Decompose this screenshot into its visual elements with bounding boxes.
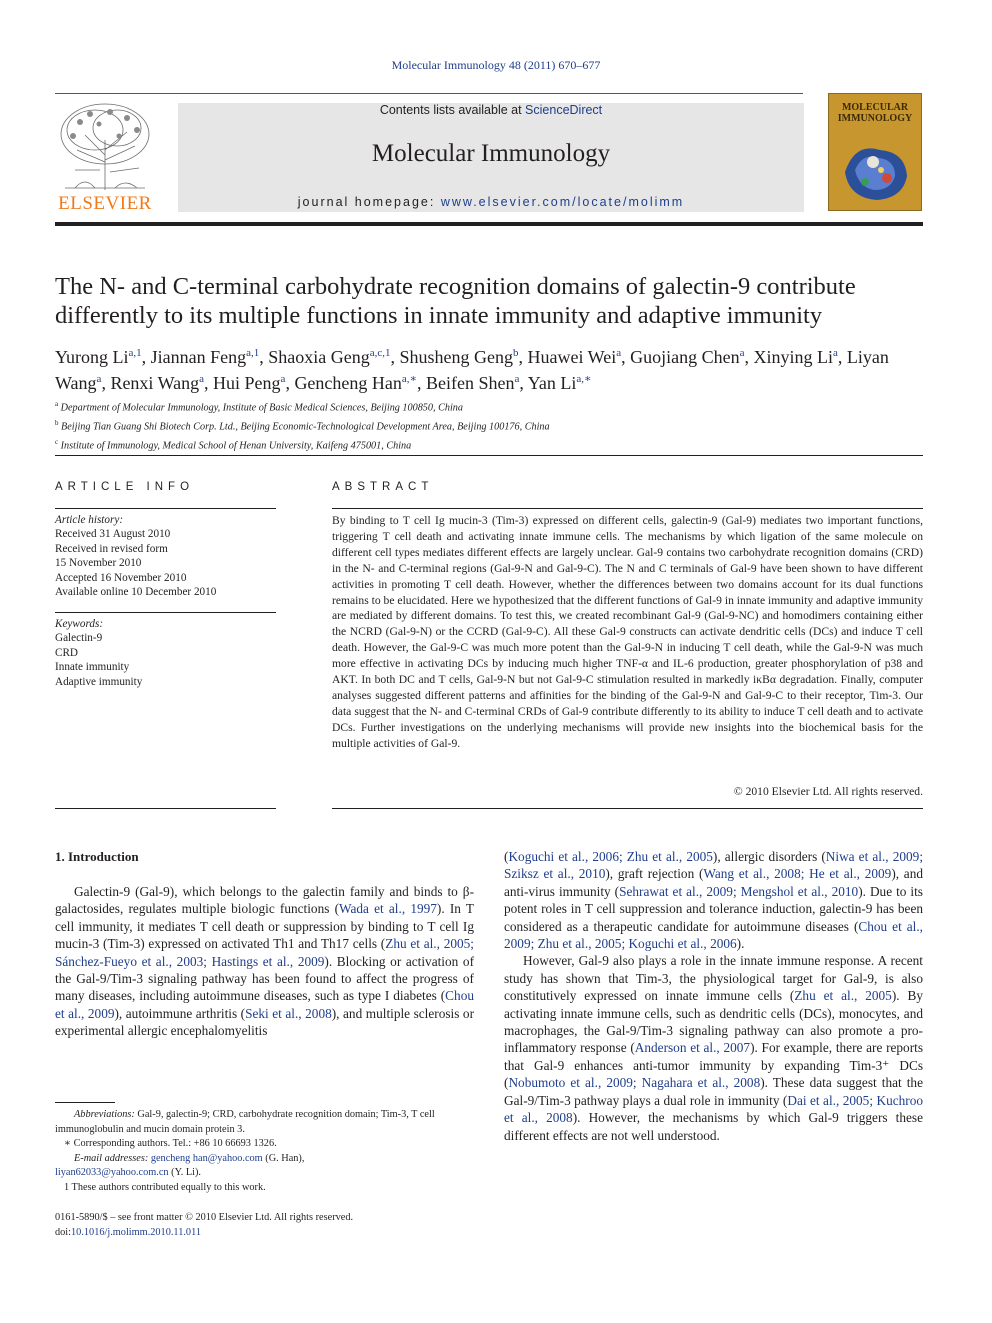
cover-title: MOLECULAR IMMUNOLOGY bbox=[837, 102, 913, 124]
footnotes bbox=[55, 1108, 475, 1196]
citation-link[interactable]: Chou et al., 2009; Zhu et al., 2005; Koguchi et al., 2006 bbox=[504, 918, 923, 952]
footnote-emails bbox=[55, 1152, 475, 1167]
author-name: Liyan Wang bbox=[55, 347, 889, 393]
body-text: ), allergic disorders ( bbox=[712, 849, 826, 864]
body-text: However, Gal-9 also plays a role in the innate immune response. A recent study has shown that Tim-3, the physiological target for Gal-9, is also constitutively expressed on innate immune cells ( bbox=[504, 953, 923, 1004]
body-text: ). However, the mechanisms by which Gal-9 triggers these different effects are not well understood. bbox=[504, 1110, 923, 1143]
abstract-copyright: © 2010 Elsevier Ltd. All rights reserved. bbox=[733, 785, 923, 798]
journal-cover[interactable] bbox=[828, 93, 922, 211]
cover-art-icon bbox=[835, 132, 915, 206]
intro-column-left bbox=[55, 883, 474, 1040]
email-link[interactable]: gencheng han@yahoo.com bbox=[150, 1152, 263, 1164]
author-name: Guojiang Chen bbox=[630, 347, 740, 367]
paper-title: The N- and C-terminal carbohydrate recognition domains of galectin-9 contribute differently to its multiple functions in innate immunity and adaptive immunity bbox=[55, 273, 856, 329]
citation-link[interactable]: Anderson et al., 2007 bbox=[634, 1040, 751, 1056]
issn-line: 0161-5890/$ – see front matter © 2010 Elsevier Ltd. All rights reserved. bbox=[55, 1212, 354, 1223]
body-text: ). Blocking or activation of the Gal-9/Tim-3 signaling pathway has been found to affect the progress of many diseases, including autoimmune diseases, such as type I diabetes ( bbox=[55, 953, 474, 1004]
body-text: ). These data suggest that the Gal-9/Tim-3 pathway plays a dual role in immunity ( bbox=[504, 1075, 923, 1108]
author-affiliation-marker[interactable]: a,c,1 bbox=[369, 347, 391, 359]
author-name: Gencheng Han bbox=[294, 373, 402, 393]
abbreviations-label: Abbreviations: bbox=[74, 1109, 135, 1120]
history-revised-date: 15 November 2010 bbox=[55, 557, 142, 570]
homepage-prefix: journal homepage: bbox=[297, 195, 441, 209]
abbreviations-text: Gal-9, galectin-9; CRD, carbohydrate recognition domain; Tim-3, T cell immunoglobulin and mucin domain protein 3. bbox=[55, 1109, 435, 1135]
body-text: ). For example, there are reports that Gal-9 enhances anti-tumor immunity by expanding Tim-3⁺ DCs ( bbox=[504, 1040, 923, 1091]
affiliation-a: $^a$ Department of Molecular Immunology, Institute of Basic Medical Sciences, Beijing 100850, China bbox=[55, 400, 463, 414]
elsevier-logo[interactable] bbox=[55, 100, 155, 215]
citation-link[interactable]: Chou et al., 2009 bbox=[55, 988, 474, 1021]
front-matter bbox=[55, 1211, 475, 1240]
author-name: Renxi Wang bbox=[110, 373, 200, 393]
author-name: Shaoxia Geng bbox=[268, 347, 370, 367]
intro-column-right bbox=[504, 848, 923, 1144]
abstract-heading: ABSTRACT bbox=[332, 481, 434, 493]
author-name: Huawei Wei bbox=[527, 347, 617, 367]
author-affiliation-marker[interactable]: a,1 bbox=[246, 347, 260, 359]
body-text: ), and anti-virus immunity ( bbox=[504, 866, 924, 899]
body-text: ), and multiple sclerosis or experimental allergic encephalomyelitis bbox=[55, 1005, 474, 1039]
author-affiliation-marker[interactable]: b bbox=[513, 347, 519, 359]
citation-link[interactable]: Wang et al., 2008; He et al., 2009 bbox=[703, 866, 892, 882]
author-name: Yurong Li bbox=[55, 347, 129, 367]
divider bbox=[55, 508, 276, 509]
author-name: Shusheng Geng bbox=[399, 347, 514, 367]
header-top-rule bbox=[55, 93, 803, 94]
divider bbox=[55, 455, 923, 456]
email-link[interactable]: liyan62033@yahoo.com.cn bbox=[55, 1167, 169, 1179]
journal-title: Molecular Immunology bbox=[371, 140, 611, 167]
author-affiliation-marker[interactable]: a bbox=[96, 373, 102, 385]
footnote-equal-contribution: 1 These authors contributed equally to this work. bbox=[64, 1181, 266, 1193]
citation-link[interactable]: Dai et al., 2005; Kuchroo et al., 2008 bbox=[504, 1092, 923, 1126]
article-history bbox=[55, 513, 276, 599]
history-accepted: Accepted 16 November 2010 bbox=[55, 571, 187, 584]
affiliations bbox=[55, 397, 925, 454]
footnote-rule bbox=[55, 1102, 115, 1103]
divider bbox=[332, 808, 923, 809]
author-name: Xinying Li bbox=[753, 347, 833, 367]
journal-reference[interactable]: Molecular Immunology 48 (2011) 670–677 bbox=[391, 58, 601, 72]
body-text: ). bbox=[736, 936, 745, 952]
email-label: E-mail addresses: bbox=[74, 1152, 149, 1164]
author-name: Beifen Shen bbox=[426, 373, 515, 393]
email-owner: (G. Han), bbox=[262, 1152, 305, 1164]
body-text: ( bbox=[504, 849, 509, 864]
keyword: Galectin-9 bbox=[55, 632, 103, 645]
footnote-abbreviations bbox=[55, 1108, 475, 1137]
citation-link[interactable]: Zhu et al., 2005; Sánchez-Fueyo et al., 2003; Hastings et al., 2009 bbox=[55, 936, 474, 969]
divider bbox=[55, 612, 276, 613]
homepage-line bbox=[178, 195, 804, 209]
article-info-heading: ARTICLE INFO bbox=[55, 481, 195, 493]
body-text: Galectin-9 (Gal-9), which belongs to the galectin family and binds to β-galactosides, regulates multiple biologic functions ( bbox=[55, 884, 474, 917]
author-affiliation-marker[interactable]: a bbox=[616, 347, 622, 359]
footnote-corresponding: ∗ Corresponding authors. Tel.: +86 10 66693 1326. bbox=[64, 1138, 277, 1150]
history-label: Article history: bbox=[55, 514, 124, 526]
doi-prefix: doi: bbox=[55, 1226, 72, 1238]
history-revised: Received in revised form bbox=[55, 542, 168, 555]
keywords-label: Keywords: bbox=[55, 618, 104, 630]
author-affiliation-marker[interactable]: a bbox=[739, 347, 745, 359]
author-affiliation-marker[interactable]: a,∗ bbox=[401, 373, 418, 385]
body-text: ). In T cell immunity, it mediates T cell death or suppression by binding to T cell Ig mucin-3 (Tim-3) expressed on activated Th1 and Th17 cells ( bbox=[55, 901, 474, 952]
citation-link[interactable]: Nobumoto et al., 2009; Nagahara et al., 2008 bbox=[508, 1075, 761, 1091]
contents-prefix: Contents lists available at bbox=[379, 103, 526, 117]
author-name: Jiannan Feng bbox=[150, 347, 247, 367]
citation-link[interactable]: Seki et al., 2008 bbox=[245, 1005, 332, 1021]
citation-link[interactable]: Sehrawat et al., 2009; Mengshol et al., 2010 bbox=[619, 883, 859, 899]
citation-link[interactable]: Wada et al., 1997 bbox=[339, 901, 437, 917]
header-bottom-rule bbox=[55, 222, 923, 226]
abstract-text: By binding to T cell Ig mucin-3 (Tim-3) expressed on different cells, galectin-9 (Gal-9) mediates two important functions, triggering T cell death and activating innate immune cells. The mechanisms by which ligation of the same molecule on different cell types mediates different effects are largely unclear. Gal-9 contains two carbohydrate recognition domains (CRD) in the N- and C-terminal regions (Gal-9-N and Gal-9-C). The N and C terminals of Gal-9 have been shown to have different activities in promoting T cell death. However, whether the differences between two domains account for its dual functions remains to be elucidated. Here we hypothesized that the different functions of Gal-9 in innate immunity and adaptive immunity are mediated by different domains. To test this, we created recombinant Gal-9 (Gal-9-NC) and homodimers containing either the NCRD (Gal-9-N) or the CCRD (Gal-9-C). All these Gal-9 constructs can activate dendritic cells (DCs) and induce T cell death. However, the Gal-9-C was much more potent than the Gal-9-N in inducing T cell death, while the Gal-9-N was much more effective in activating DCs by inducing much higher TNF-α and IL-6 production, greater phosphorylation of p38 and AKT. In both DC and T cells, Gal-9-N but not Gal-9-C stimulation resulted in markedly iκBα degradation. Finally, computer analyses suggested different patterns and affinities for the binding of the Gal-9-N and Gal-9-C to their receptor, Tim-3. Our data suggest that the N- and C-terminal CRDs of Gal-9 contribute differently to its ability to induce T cell death and to activate DCs. Further investigations on the underlying mechanisms will provide new insights into the biochemical basis for the multiple activities of Gal-9. bbox=[332, 514, 923, 750]
doi-line bbox=[55, 1226, 475, 1241]
doi-link[interactable]: 10.1016/j.molimm.2010.11.011 bbox=[71, 1226, 201, 1238]
author-affiliation-marker[interactable]: a bbox=[514, 373, 520, 385]
body-text: ). Due to its potent roles in T cell suppression and tolerance induction, galectin-9 has been considered as a therapeutic candidate for autoimmune diseases ( bbox=[504, 883, 923, 934]
intro-paragraph bbox=[504, 848, 923, 952]
affiliation-c: $^c$ Institute of Immunology, Medical School of Henan University, Kaifeng 475001, China bbox=[55, 437, 412, 452]
affiliation-b: $^b$ Beijing Tian Guang Shi Biotech Corp. Ltd., Beijing Economic-Technological Development Area, Beijing 100176, China bbox=[55, 418, 550, 433]
history-online: Available online 10 December 2010 bbox=[55, 586, 217, 599]
citation-link[interactable]: Zhu et al., 2005 bbox=[794, 988, 892, 1004]
body-text: ). By activating innate immune cells, such as dendritic cells (DCs), monocytes, and macrophages, the Gal-9/Tim-3 signaling pathway can also promote a pro-inflammatory response ( bbox=[504, 988, 924, 1056]
keyword: Innate immunity bbox=[55, 661, 130, 674]
intro-paragraph bbox=[55, 883, 474, 1040]
sciencedirect-link[interactable]: ScienceDirect bbox=[525, 103, 603, 117]
author-affiliation-marker[interactable]: a,1 bbox=[128, 347, 142, 359]
divider bbox=[332, 508, 923, 509]
contents-line bbox=[178, 103, 804, 117]
author-affiliation-marker[interactable]: a,∗ bbox=[576, 373, 592, 385]
section-heading-introduction: 1. Introduction bbox=[55, 849, 139, 864]
elsevier-wordmark: ELSEVIER bbox=[58, 193, 152, 214]
history-received: Received 31 August 2010 bbox=[55, 528, 171, 541]
author-affiliation-marker[interactable]: a bbox=[280, 373, 286, 385]
keyword: Adaptive immunity bbox=[55, 675, 143, 688]
homepage-link[interactable]: www.elsevier.com/locate/molimm bbox=[440, 195, 685, 209]
author-affiliation-marker[interactable]: a bbox=[199, 373, 205, 385]
journal-banner bbox=[178, 103, 804, 212]
intro-paragraph bbox=[504, 952, 923, 1143]
author-list: Yurong Li$^{a,1}$, Jiannan Feng$^{a,1}$, Shaoxia Geng$^{a,c,1}$, Shusheng Geng$^b$, Huawei Wei$^a$, Guojiang Chen$^a$, Xinying Li$^a$, Liyan Wang$^a$, Renxi Wang$^a$, Hui Peng$^a$, Gencheng Han$^{a,∗}$, Beifen Shen$^a$, Yan $Li^{a,∗}$ bbox=[55, 347, 889, 393]
author-name: Yan Li bbox=[527, 373, 577, 393]
keywords bbox=[55, 617, 276, 689]
body-text: ), graft rejection ( bbox=[605, 866, 704, 882]
author-name: Hui Peng bbox=[213, 373, 281, 393]
footnote-emails-cont bbox=[55, 1166, 475, 1181]
body-text: ), autoimmune arthritis ( bbox=[114, 1005, 246, 1021]
elsevier-tree-icon bbox=[55, 100, 155, 192]
email-owner: (Y. Li). bbox=[168, 1167, 201, 1179]
citation-link[interactable]: Koguchi et al., 2006; Zhu et al., 2005 bbox=[508, 849, 713, 864]
divider bbox=[55, 808, 276, 809]
citation-link[interactable]: Niwa et al., 2009; Sziksz et al., 2010 bbox=[504, 849, 924, 882]
keyword: CRD bbox=[55, 646, 79, 659]
author-affiliation-marker[interactable]: a bbox=[833, 347, 838, 359]
